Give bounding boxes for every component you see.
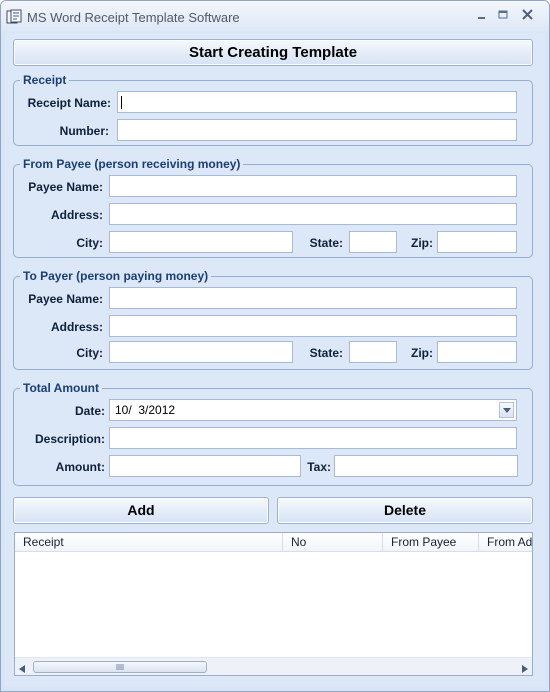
from-address-field[interactable] — [109, 203, 517, 225]
to-address-label: Address: — [50, 320, 103, 334]
description-label: Description: — [34, 432, 105, 446]
receipt-app-icon — [6, 9, 22, 25]
receipt-list[interactable] — [14, 532, 533, 676]
start-creating-template-button[interactable]: Start Creating Template — [13, 39, 533, 66]
horizontal-scrollbar[interactable] — [15, 657, 532, 675]
to-zip-label: Zip: — [411, 346, 433, 360]
receipt-name-label: Receipt Name: — [27, 96, 111, 110]
scrollbar-thumb[interactable] — [33, 661, 207, 673]
amount-field[interactable] — [109, 455, 301, 477]
arrow-left-icon[interactable] — [19, 662, 25, 676]
arrow-right-icon[interactable] — [522, 662, 528, 676]
title-bar[interactable] — [1, 1, 549, 33]
total-amount-group-legend: Total Amount — [20, 381, 102, 395]
from-payee-group-legend: From Payee (person receiving money) — [20, 157, 243, 171]
to-city-field[interactable] — [109, 341, 293, 363]
from-state-field[interactable] — [349, 231, 397, 253]
from-city-field[interactable] — [109, 231, 293, 253]
to-payee-name-field[interactable] — [109, 287, 517, 309]
to-payer-group-legend: To Payer (person paying money) — [20, 269, 211, 283]
column-header-from-payee[interactable]: From Payee — [383, 533, 479, 551]
amount-label: Amount: — [55, 460, 105, 474]
tax-field[interactable] — [334, 455, 518, 477]
date-picker[interactable] — [109, 399, 517, 421]
description-field[interactable] — [109, 427, 517, 449]
from-address-label: Address: — [50, 208, 103, 222]
from-payee-name-field[interactable] — [109, 175, 517, 197]
receipt-number-label: Number: — [59, 124, 109, 138]
from-zip-field[interactable] — [437, 231, 517, 253]
receipt-group-legend: Receipt — [20, 73, 69, 87]
to-address-field[interactable] — [109, 315, 517, 337]
column-header-no[interactable]: No — [283, 533, 383, 551]
to-zip-field[interactable] — [437, 341, 517, 363]
to-state-field[interactable] — [349, 341, 397, 363]
column-header-from-address[interactable]: From Ad — [487, 535, 532, 549]
list-header — [15, 533, 532, 552]
date-label: Date: — [74, 404, 105, 418]
from-zip-label: Zip: — [411, 236, 433, 250]
text-caret — [121, 96, 122, 109]
tax-label: Tax: — [307, 460, 331, 474]
from-payee-name-label: Payee Name: — [28, 180, 103, 194]
column-header-receipt[interactable]: Receipt — [15, 533, 283, 551]
receipt-name-field[interactable] — [117, 91, 517, 113]
window-title: MS Word Receipt Template Software — [27, 10, 240, 25]
main-panel — [5, 33, 545, 687]
date-value: 10/ 3/2012 — [115, 403, 176, 417]
minimize-icon[interactable] — [471, 7, 493, 25]
to-state-label: State: — [309, 346, 343, 360]
chevron-down-icon[interactable] — [499, 402, 514, 418]
to-city-label: City: — [76, 346, 103, 360]
to-payee-name-label: Payee Name: — [28, 292, 103, 306]
maximize-icon[interactable] — [492, 7, 514, 25]
from-city-label: City: — [76, 236, 103, 250]
add-button[interactable]: Add — [13, 497, 269, 524]
delete-button[interactable]: Delete — [277, 497, 533, 524]
from-state-label: State: — [309, 236, 343, 250]
receipt-number-field[interactable] — [117, 119, 517, 141]
close-icon[interactable] — [516, 7, 538, 25]
